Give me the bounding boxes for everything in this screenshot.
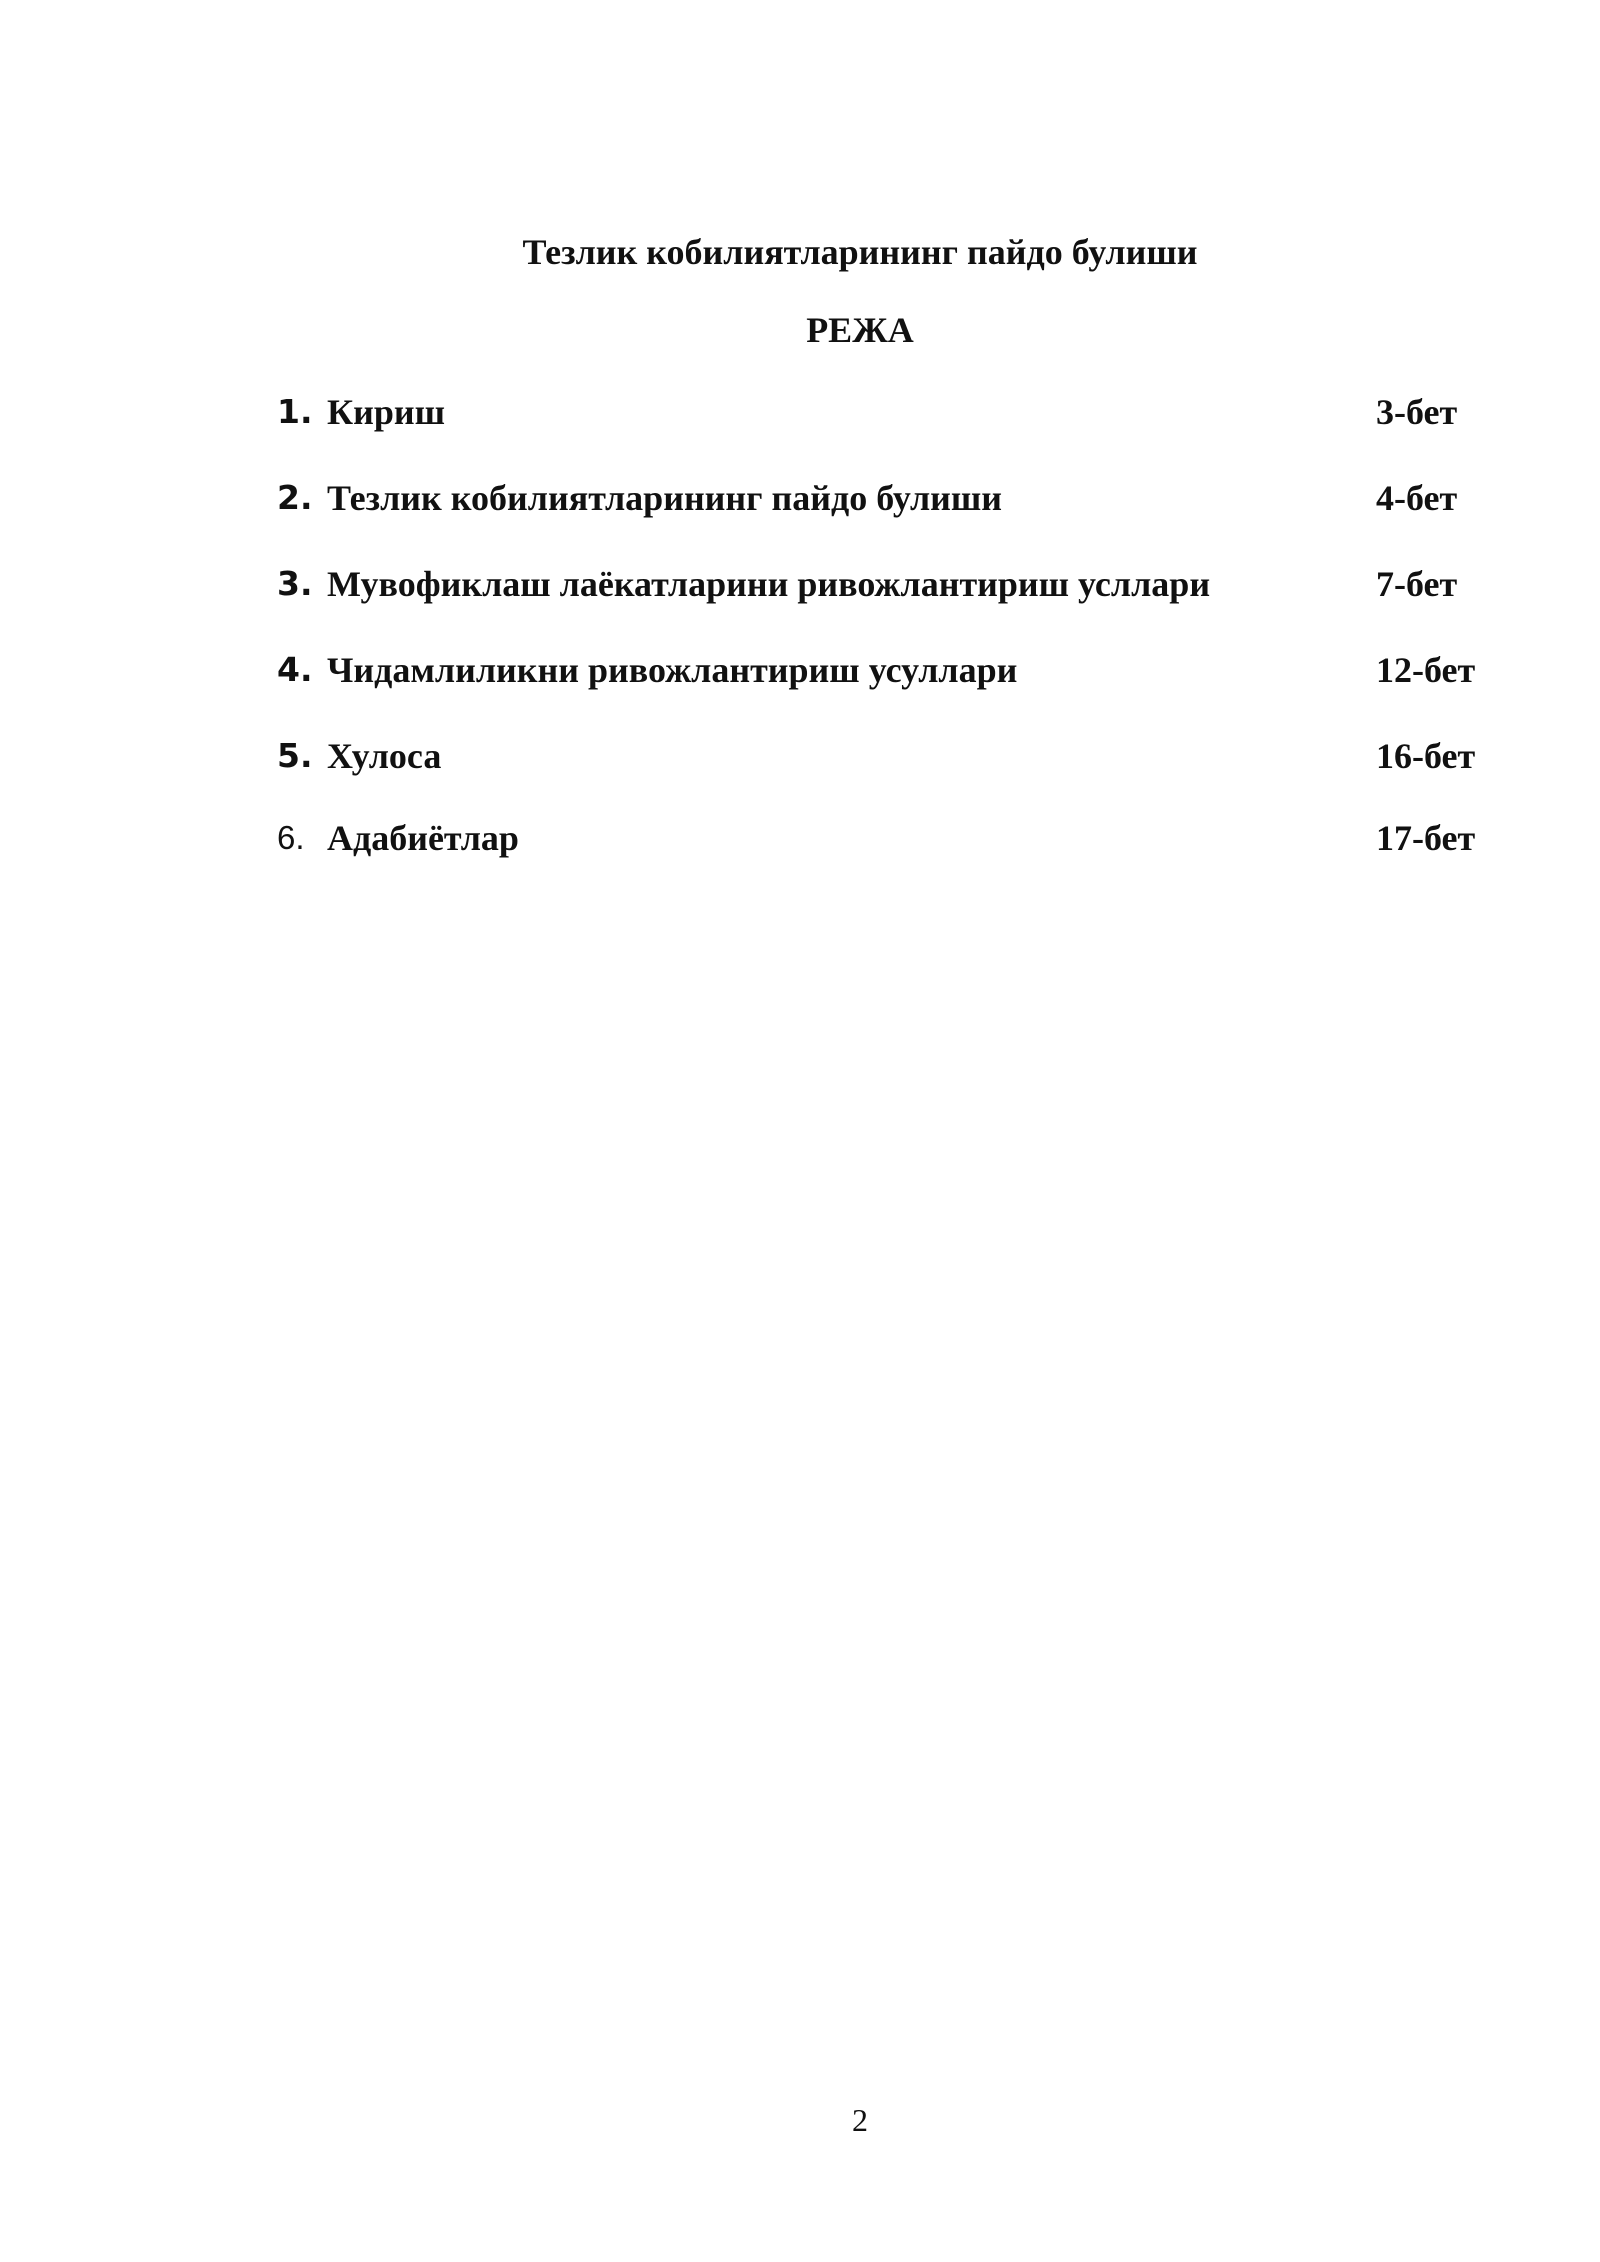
toc-item-page: 12-бет xyxy=(1376,650,1476,690)
toc-item-coordination-methods xyxy=(277,560,1517,608)
plan-heading: РЕЖА xyxy=(806,310,914,350)
toc-item-number: 4. xyxy=(277,650,313,689)
toc-item-speed-abilities xyxy=(277,474,1517,522)
toc-item-label: Хулоса xyxy=(327,736,442,776)
toc-item-number: 6. xyxy=(277,819,305,856)
document-title: Тезлик кобилиятларининг пайдо булиши xyxy=(522,232,1198,272)
toc-item-number: 5. xyxy=(277,736,313,775)
toc-item-introduction xyxy=(277,388,1517,436)
toc-item-label: Тезлик кобилиятларининг пайдо булиши xyxy=(327,478,1003,518)
toc-item-literature xyxy=(277,814,1517,862)
toc-item-number: 3. xyxy=(277,564,313,603)
toc-item-page: 4-бет xyxy=(1376,478,1458,518)
toc-item-conclusion xyxy=(277,732,1517,780)
toc-item-label: Чидамлиликни ривожлантириш усуллари xyxy=(327,650,1018,690)
toc-item-label: Кириш xyxy=(327,392,446,432)
toc-item-number: 1. xyxy=(277,392,313,431)
toc-item-page: 3-бет xyxy=(1376,392,1458,432)
toc-item-page: 17-бет xyxy=(1376,818,1476,858)
toc-item-page: 7-бет xyxy=(1376,564,1458,604)
page-number: 2 xyxy=(852,2102,868,2138)
toc-item-label: Адабиётлар xyxy=(327,818,519,858)
toc-item-number: 2. xyxy=(277,478,313,517)
toc-item-endurance-methods xyxy=(277,646,1517,694)
toc-item-page: 16-бет xyxy=(1376,736,1476,776)
toc-item-label: Мувофиклаш лаёкатларини ривожлантириш усллари xyxy=(327,564,1211,604)
